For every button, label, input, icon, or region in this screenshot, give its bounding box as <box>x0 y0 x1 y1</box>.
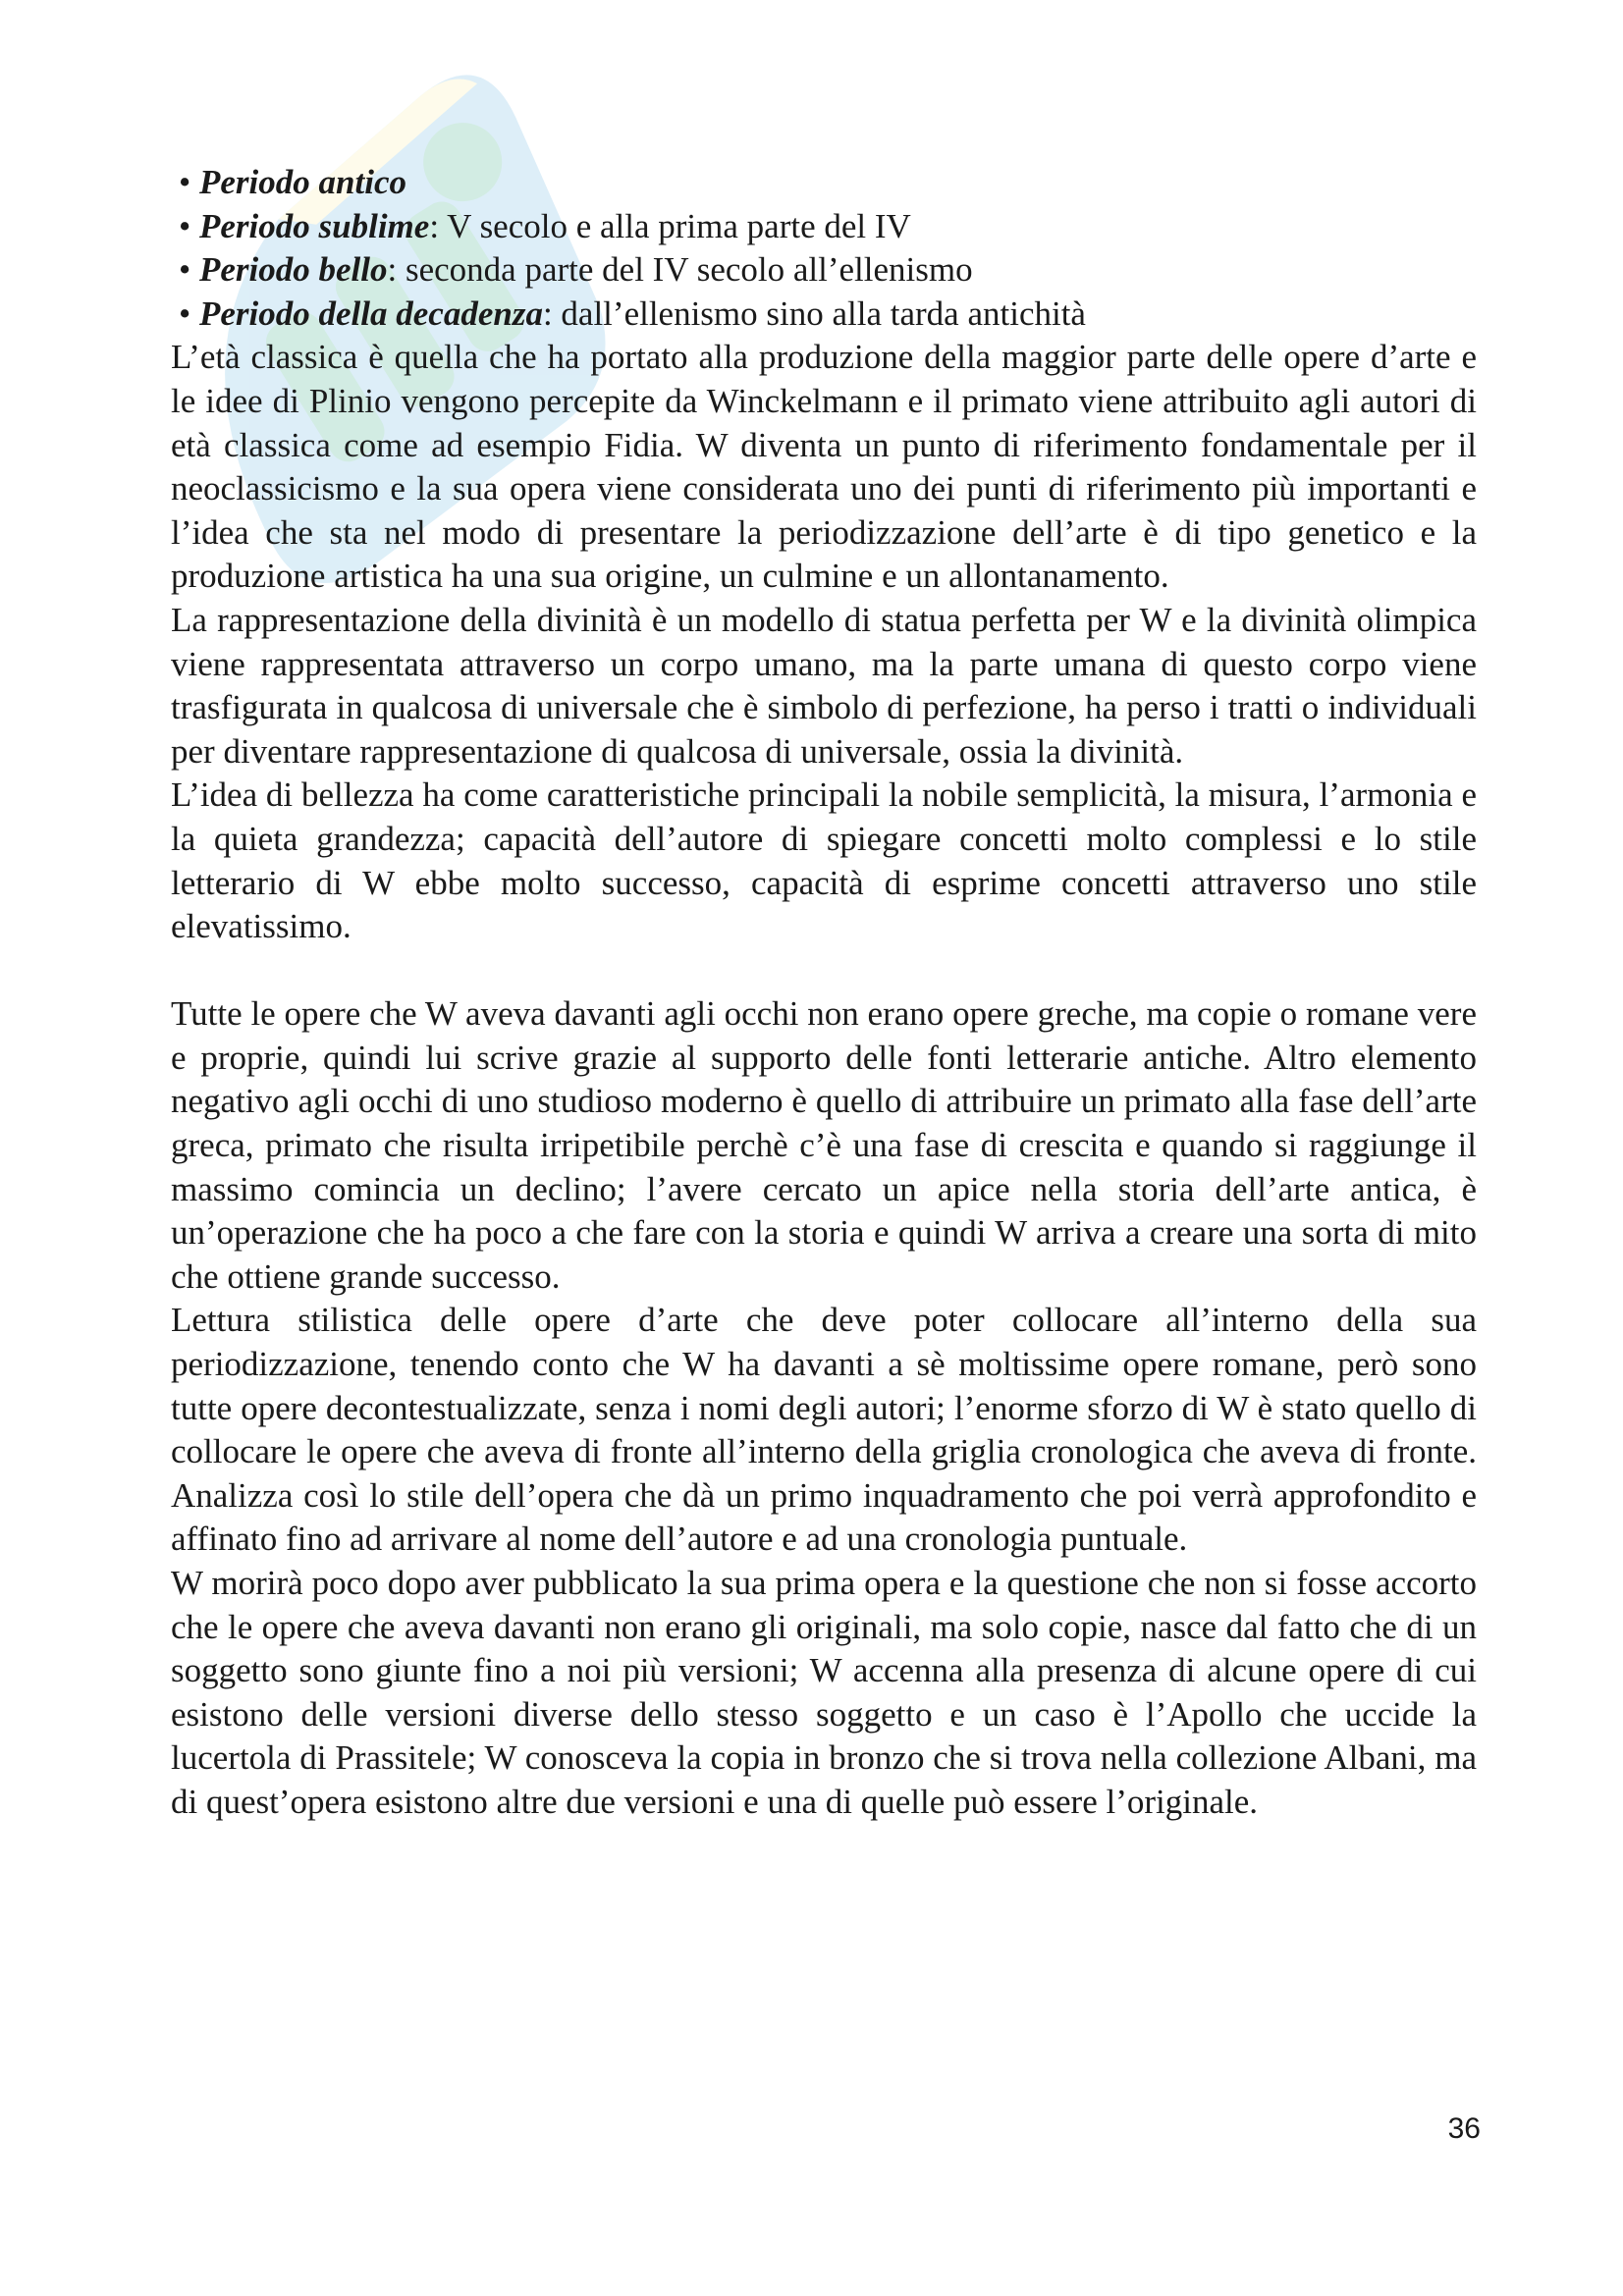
period-description: : seconda parte del IV secolo all’ellenismo <box>387 250 973 290</box>
period-list <box>171 161 1477 336</box>
paragraph-spacer <box>171 949 1477 993</box>
period-term: Periodo antico <box>199 163 406 201</box>
list-item: • Periodo antico <box>179 163 406 201</box>
page-number: 36 <box>1447 2112 1481 2145</box>
list-item: • Periodo bello: seconda parte del IV secolo all’ellenismo <box>179 250 973 290</box>
document-body <box>171 161 1477 1825</box>
list-item: • Periodo della decadenza: dall’ellenismo sino alla tarda antichità <box>179 294 1086 333</box>
period-description: : dall’ellenismo sino alla tarda antichità <box>542 294 1086 333</box>
period-term: Periodo sublime <box>199 206 430 245</box>
paragraph: L’idea di bellezza ha come caratteristiche principali la nobile semplicità, la misura, l’armonia e la quieta grandezza; capacità dell’autore di spiegare concetti molto complessi e lo stile letterario di W ebbe molto successo, capacità di esprime concetti attraverso uno stile elevatissimo. <box>171 775 1477 946</box>
paragraph: Tutte le opere che W aveva davanti agli occhi non erano opere greche, ma copie o romane vere e proprie, quindi lui scrive grazie al supporto delle fonti letterarie antiche. Altro elemento negativo agli occhi di uno studioso moderno è quello di attribuire un primato alla fase dell’arte greca, primato che risulta irripetibile perchè c’è una fase di crescita e quando si raggiunge il massimo comincia un declino; l’avere cercato un apice nella storia dell’arte antica, è un’operazione che ha poco a che fare con la storia e quindi W arriva a creare una sorta di mito che ottiene grande successo. <box>171 994 1477 1296</box>
list-item: • Periodo sublime: V secolo e alla prima parte del IV <box>179 206 911 245</box>
period-term: Periodo della decadenza <box>199 294 543 333</box>
paragraph: La rappresentazione della divinità è un modello di statua perfetta per W e la divinità olimpica viene rappresentata attraverso un corpo umano, ma la parte umana di questo corpo viene trasfigurata in qualcosa di universale che è simbolo di perfezione, ha perso i tratti o individuali per diventare rappresentazione di qualcosa di universale, ossia la divinità. <box>171 600 1477 771</box>
period-term: Periodo bello <box>199 250 388 290</box>
paragraph: L’età classica è quella che ha portato alla produzione della maggior parte delle opere d’arte e le idee di Plinio vengono percepite da Winckelmann e il primato viene attribuito agli autori di età classica come ad esempio Fidia. W diventa un punto di riferimento fondamentale per il neoclassicismo e la sua opera viene considerata uno dei punti di riferimento più importanti e l’idea che sta nel modo di presentare la periodizzazione dell’arte è di tipo genetico e la produzione artistica ha una sua origine, un culmine e un allontanamento. <box>171 338 1477 596</box>
period-description: : V secolo e alla prima parte del IV <box>429 206 911 245</box>
paragraph: W morirà poco dopo aver pubblicato la sua prima opera e la questione che non si fosse accorto che le opere che aveva davanti non erano gli originali, ma solo copie, nasce dal fatto che di un soggetto sono giunte fino a noi più versioni; W accenna alla presenza di alcune opere di cui esistono delle versioni diverse dello stesso soggetto e un caso è l’Apollo che uccide la lucertola di Prassitele; W conosceva la copia in bronzo che si trova nella collezione Albani, ma di quest’opera esistono altre due versioni e una di quelle può essere l’originale. <box>171 1564 1477 1821</box>
paragraph: Lettura stilistica delle opere d’arte che deve poter collocare all’interno della sua periodizzazione, tenendo conto che W ha davanti a sè moltissime opere romane, però sono tutte opere decontestualizzate, senza i nomi degli autori; l’enorme sforzo di W è stato quello di collocare le opere che aveva di fronte all’interno della griglia cronologica che aveva di fronte. Analizza così lo stile dell’opera che dà un primo inquadramento che poi verrà approfondito e affinato fino ad arrivare al nome dell’autore e ad una cronologia puntuale. <box>171 1301 1477 1559</box>
